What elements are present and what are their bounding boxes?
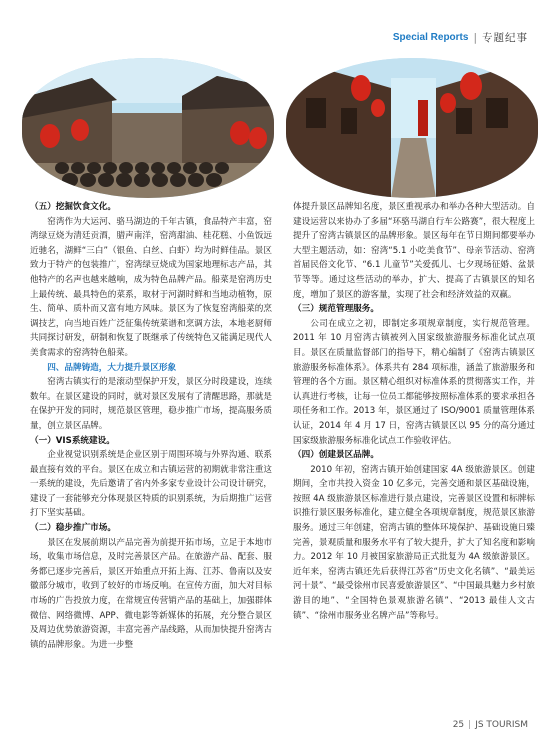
- magazine-name: JS TOURISM: [475, 720, 528, 730]
- wine-jars-courtyard-photo: [22, 58, 274, 198]
- right-text-column: [293, 200, 535, 623]
- paragraph-food-culture: 窑湾作为大运河、骆马湖边的千年古镇，食品特产丰富，窑湾绿豆烧为清廷贡酒，腊声南洋，窑湾甜油、桂花糕、小鱼饭远近驰名，湖鲜“三白”（银鱼、白丝、白虾）均为时鲜佳品。景区致力于特产的包装推广，窑湾绿豆烧成为国家地理标志产品，其他特产的名声也越来越响，成为特色品牌产品。船菜是窑湾历史上最传统、最具特色的菜系，取材于河湖时鲜和当地动植物，原生、简单、质朴而又富有地方风味。景区为了恢复窑湾船菜的烹调技艺，向当地百姓广泛征集传统菜谱和烹调方法，本地老厨师共同探讨研发，研制和恢复了既继承了传统特色又能满足现代人美食需求的窑湾特色船菜。: [30, 216, 272, 358]
- heading-service-management: （三）规范管理服务。: [293, 304, 379, 315]
- page-footer: [453, 720, 528, 730]
- section-label-en: Special Reports: [392, 32, 469, 43]
- page-number: 25: [452, 720, 465, 730]
- paragraph-vis-system: 企业视觉识别系统是企业区别于周围环境与外界沟通、联系最直接有效的平台。景区在成立和古镇运营的初期就非常注重这一系统的建设，先后邀请了省内外多家专业设计公司设计研究，建设了一套能够充分体现景区特质的识别系统，为后期推广运营打下坚实基础。: [30, 450, 272, 519]
- header-separator: |: [473, 31, 477, 44]
- paragraph-4a-brand: 2010 年初，窑湾古镇开始创建国家 4A 级旅游景区。创建期间，全市共投入资金 10 亿多元，完善交通和景区基础设施，按照 4A 级旅游景区标准进行景点建设，完善景区设置和标牌标识推行景区服务标准化，建立健全各项规章制度，规范景区旅游服务。通过三年创建，窑湾古镇的整体环境保护、基础设施日臻完善，景观质量和服务水平有了较大提升，扩大了知名度和影响力。2012 年 10 月被国家旅游局正式批复为 4A 级旅游景区。近年来，窑湾古镇还先后获得江苏省“历史文化名镇”、“最美运河十景”、“最受徐州市民喜爱旅游景区”、“中国最具魅力乡村旅游目的地”、“全国特色景观旅游名镇”、“2013 最佳人文古镇”、“徐州市服务业名牌产品”等称号。: [293, 464, 535, 621]
- paragraph-brand: 窑湾古镇实行的是滚动型保护开发，景区分时段建设，连续数年。在景区建设的同时，就对景区发展有了清醒思路，那就是在保护开发的同时，规范景区管理，稳步推广市场，提高服务质量，创立景区品牌。: [30, 377, 272, 431]
- paragraph-events: 体提升景区品牌知名度，景区重视承办和举办各种大型活动。自建设运营以来协办了多届“环骆马湖自行车公路赛”，很大程度上提升了窑湾古镇景区的品牌形象。景区每年在节日期间都要举办大型主题活动，如：窑湾“5.1 小吃美食节”、母亲节活动、窑湾首届民俗文化节、“6.1 儿童节”关爱孤儿、七夕现场征婚、盆景节等等。通过这些活动的举办，扩大、提高了古镇景区的知名度，增加了景区的游客量，实现了社会和经济效益的双赢。: [293, 202, 535, 300]
- lantern-street-photo: [286, 58, 538, 198]
- footer-separator: |: [468, 720, 472, 730]
- page-header: [393, 30, 528, 45]
- heading-4a-brand: （四）创建景区品牌。: [293, 450, 379, 461]
- paragraph-service-management: 公司在成立之初，即制定多项规章制度，实行规范管理。2011 年 10 月窑湾古镇被列入国家级旅游服务标准化试点项目。景区在质量监督部门的指导下，精心编制了《窑湾古镇景区旅游服务标准体系》。体系共有 284 项标准，涵盖了旅游服务和管理的各个方面。景区精心组织对标准体系的贯彻落实工作，并认真进行考核，让每一位员工都能够按照标准体系的要求承担各项任务和工作。2013 年，景区通过了 ISO/9001 质量管理体系认证，2014 年 4 月 17 日，窑湾古镇景区以 95 分的高分通过国家级旅游服务标准化试点工作验收评估。: [293, 318, 535, 446]
- heading-food-culture: （五）挖掘饮食文化。: [30, 202, 116, 212]
- paragraph-market: 景区在发展前期以产品完善为前提开拓市场，立足于本地市场，收集市场信息，及时完善景区产品。在旅游产品、配套、服务都已逐步完善后，景区开始重点开拓上海、江苏、鲁南以及安徽部分城市，收到了较好的市场反响。在宣传方面，加大对目标市场的广告投放力度，在常规宣传营销产品的基础上，加强群体微信、网络微博、APP、微电影等新媒体的拓展，充分整合景区及周边优势旅游资源，丰富完善产品线路，从而加快提升窑湾古镇的品牌形象。为进一步整: [30, 537, 272, 650]
- heading-vis-system: （一）VIS系统建设。: [30, 435, 115, 446]
- section-label-cn: 专题纪事: [482, 32, 528, 44]
- heading-market: （二）稳步推广市场。: [30, 523, 116, 534]
- left-text-column: [30, 200, 272, 652]
- section-heading-brand: 四、品牌铸造，大力提升景区形象: [47, 362, 177, 373]
